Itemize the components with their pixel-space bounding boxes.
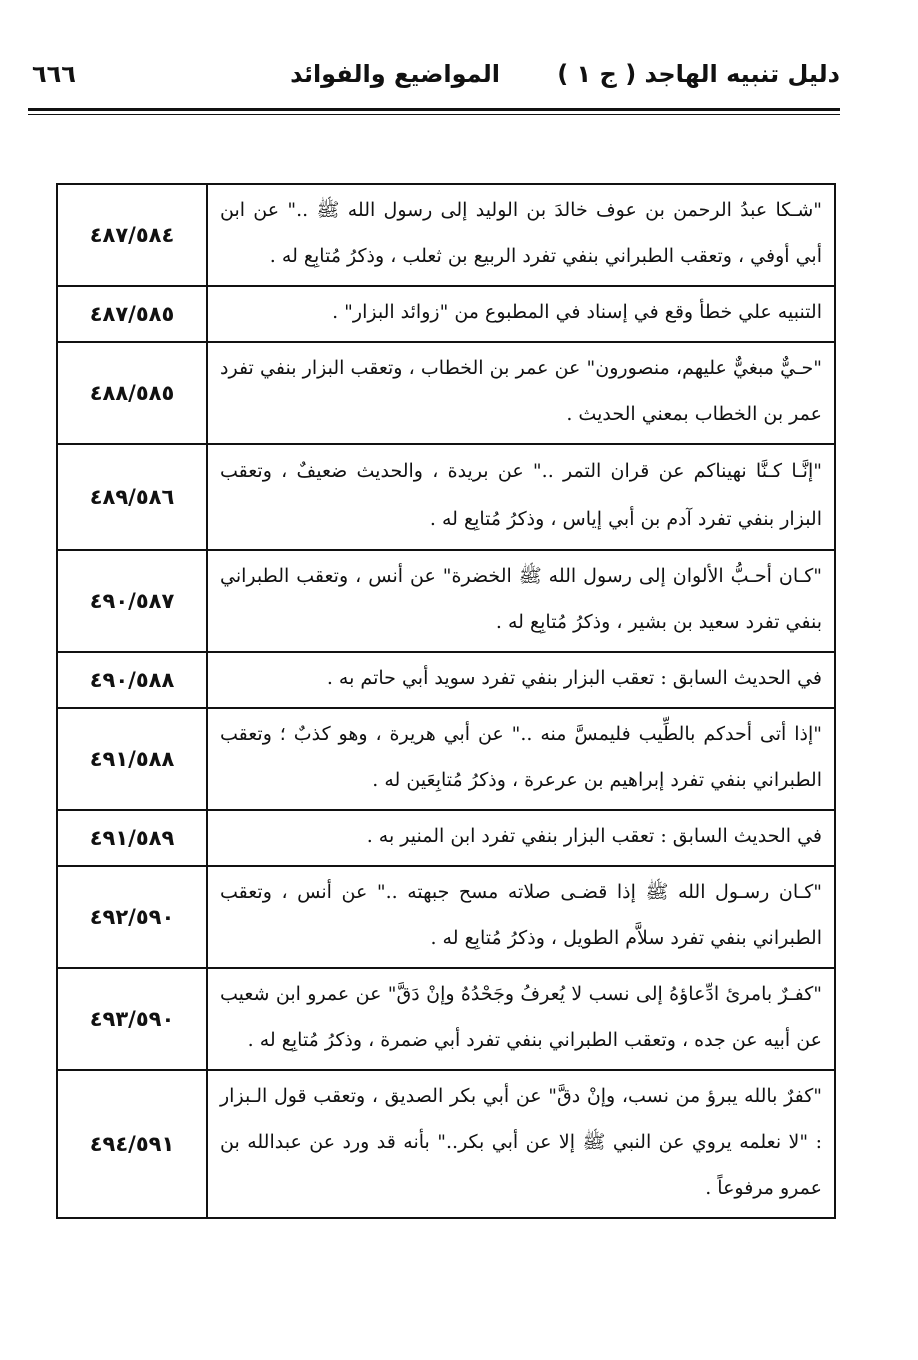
table-row (57, 810, 835, 866)
table-row (57, 286, 835, 342)
entry-text: "إنَّـا كـنَّا نهيناكم عن قران التمر .." عن بريدة ، والحديث ضعيفٌ ، وتعقب البزار بنفي تفرد آدم بن أبي إياس ، وذكرُ مُتابِع له . (207, 444, 835, 550)
entry-text: "كفـرٌ بامرئ ادِّعاؤهُ إلى نسب لا يُعرفُ وجَحْدُهُ وإنْ دَقَّ" عن عمرو ابن شعيب عن أبيه عن جده ، وتعقب الطبراني بنفي تفرد أبي ضمرة ، وذكرُ مُتابِع له . (207, 968, 835, 1070)
entry-text: "كـان رسـول الله ﷺ إذا قضـى صلاته مسح جبهته .." عن أنس ، وتعقب الطبراني بنفي تفرد سلاَّم الطويل ، وذكرُ مُتابِع له . (207, 866, 835, 968)
entry-text: "كـان أحـبُّ الألوان إلى رسول الله ﷺ الخضرة" عن أنس ، وتعقب الطبراني بنفي تفرد سعيد بن بشير ، وذكرُ مُتابِع له . (207, 550, 835, 652)
entry-ref: ٤٩٢/٥٩٠ (57, 866, 207, 968)
entry-text: في الحديث السابق : تعقب البزار بنفي تفرد ابن المنير به . (207, 810, 835, 866)
table-row (57, 866, 835, 968)
table-row (57, 550, 835, 652)
entry-ref: ٤٨٧/٥٨٤ (57, 184, 207, 286)
entry-ref: ٤٩١/٥٨٨ (57, 708, 207, 810)
entry-ref: ٤٨٧/٥٨٥ (57, 286, 207, 342)
entry-ref: ٤٩٣/٥٩٠ (57, 968, 207, 1070)
entries-table (56, 183, 836, 1219)
entry-ref: ٤٩٠/٥٨٧ (57, 550, 207, 652)
table-row (57, 1070, 835, 1218)
book-title: دليل تنبيه الهاجد ( ج ١ ) (557, 60, 840, 88)
entry-text: "إذا أتى أحدكم بالطِّيب فليمسَّ منه .." عن أبي هريرة ، وهو كذبٌ ؛ وتعقب الطبراني بنفي تفرد إبراهيم بن عرعرة ، وذكرُ مُتابِعَين له . (207, 708, 835, 810)
table-row (57, 652, 835, 708)
page-number: ٦٦٦ (32, 60, 76, 88)
entry-ref: ٤٩٠/٥٨٨ (57, 652, 207, 708)
header-rule-thick (28, 108, 840, 111)
table-row (57, 444, 835, 550)
running-header (28, 52, 840, 98)
entry-text: في الحديث السابق : تعقب البزار بنفي تفرد سويد أبي حاتم به . (207, 652, 835, 708)
table-row (57, 342, 835, 444)
entry-text: التنبيه علي خطأ وقع في إسناد في المطبوع من "زوائد البزار" . (207, 286, 835, 342)
header-rule-thin (28, 114, 840, 115)
entry-ref: ٤٩١/٥٨٩ (57, 810, 207, 866)
table-row (57, 968, 835, 1070)
section-title: المواضيع والفوائد (290, 60, 500, 88)
entry-ref: ٤٩٤/٥٩١ (57, 1070, 207, 1218)
entry-text: "كفرٌ بالله يبرؤ من نسب، وإنْ دقَّ" عن أبي بكر الصديق ، وتعقب قول الـبزار : "لا نعلمه يروي عن النبي ﷺ إلا عن أبي بكر.." بأنه قد ورد عن عبدالله بن عمرو مرفوعاً . (207, 1070, 835, 1218)
entry-text: "حـيٌّ مبغيٌّ عليهم، منصورون" عن عمر بن الخطاب ، وتعقب البزار بنفي تفرد عمر بن الخطاب بمعني الحديث . (207, 342, 835, 444)
table-row (57, 184, 835, 286)
entry-text: "شـكا عبدُ الرحمن بن عوف خالدَ بن الوليد إلى رسول الله ﷺ .." عن ابن أبي أوفي ، وتعقب الطبراني بنفي تفرد الربيع بن ثعلب ، وذكرُ مُتابِع له . (207, 184, 835, 286)
entry-ref: ٤٨٩/٥٨٦ (57, 444, 207, 550)
entry-ref: ٤٨٨/٥٨٥ (57, 342, 207, 444)
table-row (57, 708, 835, 810)
